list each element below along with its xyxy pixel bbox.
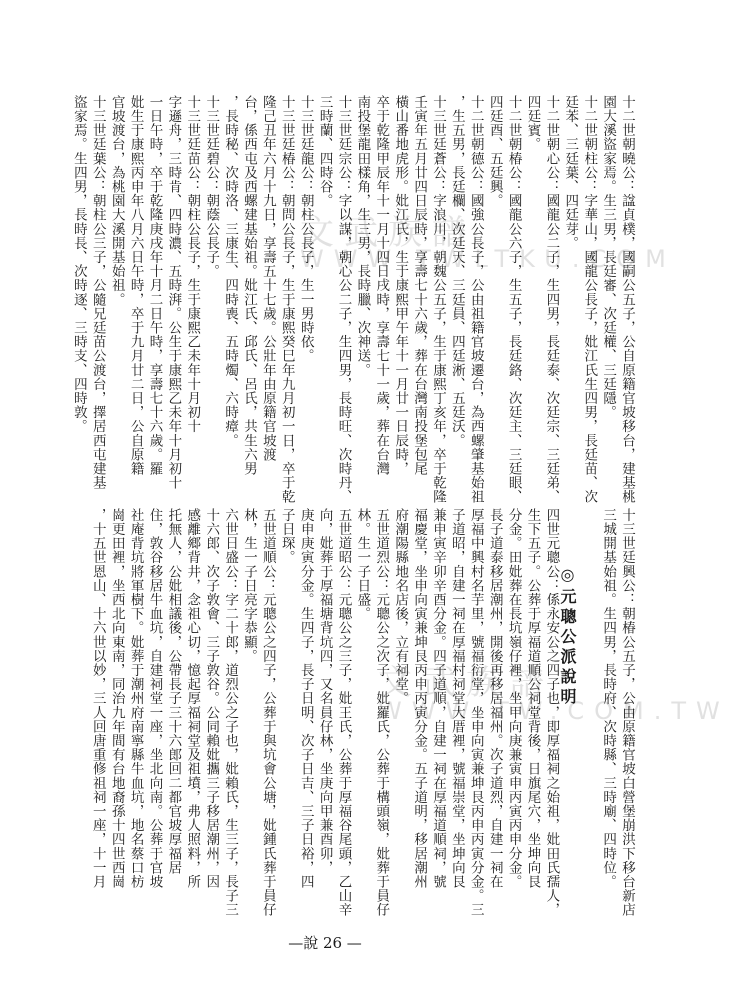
text-column: 社庵背坑將軍樹下。妣葬于潮州府南寧縣牛血坑，地名蔡口枋 — [127, 508, 144, 889]
text-column: 四廷賓。 — [524, 95, 541, 152]
text-column: 園大溪盜家焉。生三男，長廷審、次廷權、三廷隱。 — [600, 95, 617, 420]
text-column: 隆己丑年六月十九日，享壽五十七歲。公壯年由原籍官坡渡 — [259, 95, 276, 462]
text-column: 五世道昭公：元聰公之三子，妣王氏，公葬于厚福谷尾頭，乙山辛 — [335, 508, 352, 917]
text-column: 字遜舟，三時肯、四時濃、五時湃。公生于康熙乙未年十月初十 — [165, 95, 182, 490]
text-column: 向，妣葬于厚福塘背坑四，又名員仔林，坐庚向甲兼酉卯， — [316, 508, 333, 875]
text-column: 十三世廷蒼公：字浪川，朝魏公五子，生于康熙丁亥年，卒于乾隆 — [430, 95, 446, 504]
text-column: 盜家焉。生四男，長時長、次時逐、三時支、四時敦。 — [70, 95, 87, 434]
text-column: 十六郎、次子敦會、三子敦谷。公同賴妣攜三子移居潮州，因 — [203, 508, 220, 889]
text-column: 十三世廷碧公：朝蔭公長子。 — [203, 95, 220, 279]
watermark: 文武族譜 — [378, 663, 554, 703]
text-column: 三城開基始祖。生四男，長時府、次時縣、三時廟、四時位。 — [600, 508, 617, 889]
text-column: 十三世廷宗公：字以謀，朝心公二子，生四男，長時旺、次時丹、 — [335, 95, 352, 504]
page-number: —說 26 — — [288, 934, 362, 952]
text-column: 十二世朝心公：國龍公二子，生四男，長廷泰、次廷宗、三廷弟、 — [543, 95, 560, 504]
text-column: 庚申庚寅分金。生四子，長子日明、次子日吉、三子日裕，四 — [297, 508, 314, 889]
text-column: 林，生一子日亮字恭顯。 — [241, 508, 257, 664]
text-column: 廷苯、三廷葉、四廷芽。 — [562, 95, 579, 251]
text-column: 厚福中興村名芋里，號福衍堂，坐申向寅兼坤艮丙申丙寅分金。三 — [467, 508, 484, 917]
text-column: 十二世朝椿公：國龍公六子，生五子，長廷鉻、次廷主、三廷眼、 — [505, 95, 522, 504]
watermark: 文武族譜 — [300, 213, 476, 253]
text-column: 子日琛。 — [278, 508, 295, 565]
text-column: 長子道泰移居潮州，開後再移居福州。次子道烈，自建一祠在 — [486, 508, 503, 889]
text-column: 橫山番地虎形。妣江氏，生于康熙甲午年十一月廿一日辰時， — [392, 95, 409, 476]
watermark: WWW.TWLTKU.COM — [300, 245, 676, 273]
section-title: ◎元聰公派說明 — [558, 565, 577, 708]
text-column: 台，係西屯及西螺建基始祖。妣江氏、邱氏、呂氏，共生六男 — [241, 95, 257, 476]
text-column: 十二世朝德公：國強公長子，公由祖籍官坡遷台，為西螺肇基始祖 — [467, 95, 484, 504]
text-column: 十三世廷龍公：朝柱公長子，生一男時依。 — [297, 95, 314, 363]
text-column: 南投堡龍田樣角，生三男，長時臘、次神送。 — [354, 95, 371, 377]
text-column: ，十五世恩山、十六世以妙，三人回唐重修祖祠一座，十一月 — [89, 508, 106, 889]
text-column: 十三世廷葉公：朝柱公三子，公隨兄廷苗公渡台，擇居西屯建基 — [89, 95, 106, 490]
text-column: 住，敦谷移居牛血坑，自建祠堂一座，坐北向南。公葬于官坡 — [146, 508, 163, 889]
text-column: 五世道順公：元聰公之四子，公葬于與坑會公塘，妣鍾氏葬于員仔 — [259, 508, 276, 917]
text-column: 托無人，公妣相議後，公帶長子三十六郎回二都官坡厚福居 — [165, 508, 182, 875]
text-column: 林。生一子日盛。 — [354, 508, 371, 621]
text-column: 府潮陽縣地名店後，立有祠堂。 — [392, 508, 409, 706]
text-column — [582, 508, 598, 908]
text-column: 壬寅年五月廿四日辰時，享壽七十六歲，葬在台灣南投堡包尾 — [411, 95, 428, 476]
text-column: 六世日盛公：字二十郎，道烈公之子也，妣賴氏，生三子，長子三 — [222, 508, 239, 917]
text-column: 子道昭，自建一祠在厚福村祠堂大厝裡，號福崇堂，坐坤向艮 — [448, 508, 465, 889]
text-column: 卒于乾隆甲辰年十一月十四日戌時，享壽七十一歲，葬在台灣 — [373, 95, 390, 476]
text-column — [563, 508, 579, 908]
text-column: 崗更田裡，坐西北向東南，同治九年間有台地裔孫十四世西崗 — [108, 508, 125, 889]
text-column: 兼申寅辛卯辛酉分金。四子道順，自建一祠在厚福道順祠，號 — [430, 508, 446, 889]
text-column: 感離鄉背井，念祖心切，憶起厚福祠堂及祖墳，弗人照料，所 — [184, 508, 201, 889]
text-column: 十三世廷椿公：朝問公長子，生于康熙癸巳年九月初一日，卒于乾 — [278, 95, 295, 504]
text-column: 妣生于康熙丙申年八月六日午時，卒于九月廿二日，公自原籍 — [127, 95, 144, 476]
text-column: ，生五男，長廷欄、次廷天、三廷員、四廷淅、五廷沃。 — [448, 95, 465, 448]
text-column: 三時蘭、四時谷。 — [316, 95, 333, 208]
text-column: 四廷酉、五廷興。 — [486, 95, 503, 208]
text-column: 十三世廷苗公：朝柱公長子，生于康熙乙未年十月初十 — [184, 95, 201, 434]
text-column: 生下五子。公葬于厚福道順公祠堂背後，日旗尾穴，坐坤向艮 — [524, 508, 541, 889]
text-column: 五世道烈公：元聰公之次子，妣羅氏，公葬于構頭嶺，妣葬于員仔 — [373, 508, 390, 917]
text-column: 十二世朝柱公：字華山，國龍公長子，妣江氏生四男，長廷苗、次 — [581, 95, 598, 504]
text-column: 十三世廷興公：朝椿公五子，公由原籍官坡白營堡崩洪下移台新店 — [619, 508, 635, 917]
text-column: 福慶堂，坐申向寅兼坤艮丙申丙寅分金。五子道明，移居潮州 — [411, 508, 428, 889]
text-column: 十二世朝曉公：諡貞樸，國嗣公五子，公自原籍官坡移台，建基桃 — [619, 95, 635, 504]
text-column: 一日午時，卒于乾隆庚戌年十月二日午時，享壽七十六歲。羅 — [146, 95, 163, 476]
watermark: WWW.TW.COM.TW — [378, 697, 730, 725]
text-column: 官坡渡台，為桃園大溪開基始祖。 — [108, 95, 125, 307]
text-column: 分金。田妣葬在長坑嶺仔裡，坐甲向庚兼寅申丙寅丙申分金。 — [505, 508, 522, 889]
text-column: 四世元聰公：係永安公之四子也，即厚福祠之始祖，妣田氏孺人， — [543, 508, 560, 917]
text-column: ，長時秘、次時洛、三康生、四時喪、五時燭、六時瘴。 — [222, 95, 239, 448]
